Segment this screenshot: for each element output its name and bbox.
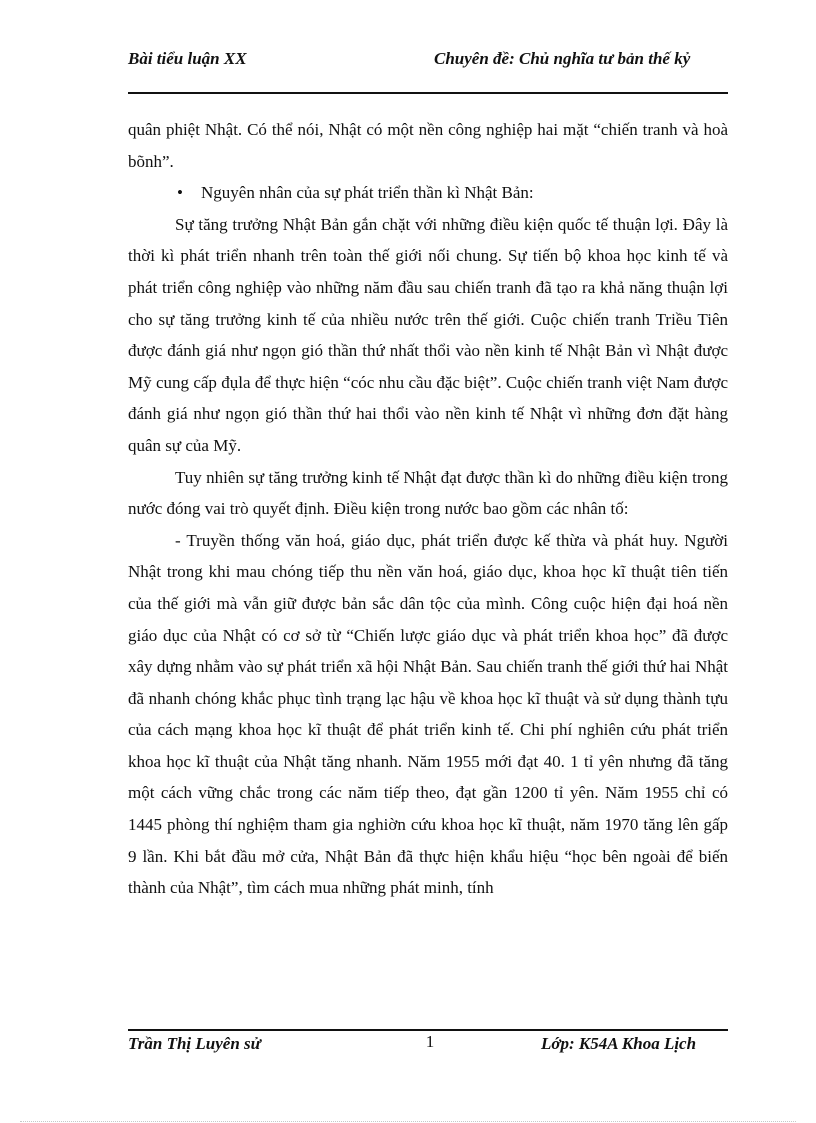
page-body [128,114,728,904]
footer-author: Trần Thị Luyên sử [128,1034,261,1053]
footer-class: Lớp: K54A Khoa Lịch [541,1034,697,1053]
paragraph-2: Sự tăng trưởng Nhật Bản gắn chặt với những điều kiện quốc tế thuận lợi. Đây là thời kì phát triển nhanh trên toàn thế giới nối chung. Sự tiến bộ khoa học kinh tế và phát triển công nghiệp vào những năm đầu sau chiến tranh đã tạo ra khả năng thuận lợi cho sự tăng trưởng kinh tế của nhiều nước trên thế giới. Cuộc chiến tranh Triều Tiên được đánh giá như ngọn gió thần thứ nhất thổi vào nền kinh tế Nhật Bản vì Nhật được Mỹ cung cấp đụla để thực hiện “cóc nhu cầu đặc biệt”. Cuộc chiến tranh việt Nam được đánh giá như ngọn gió thần thứ hai thổi vào nền kinh tế Nhật vì những đơn đặt hàng quân sự của Mỹ. [128,214,728,455]
bullet-dot-icon: • [177,183,183,203]
header-right-title: Chuyên đề: Chủ nghĩa tư bản thế kỷ [434,49,691,68]
page-bottom-border [20,1121,796,1122]
paragraph-3: Tuy nhiên sự tăng trưởng kinh tế Nhật đạt được thần kì do những điều kiện trong nước đóng vai trò quyết định. Điều kiện trong nước bao gồm các nhân tố: [128,467,728,519]
paragraph-4: - Truyền thống văn hoá, giáo dục, phát triển được kế thừa và phát huy. Người Nhật trong khi mau chóng tiếp thu nền văn hoá, giáo dục, khoa học kĩ thuật tiên tiến của thế giới mà vẫn giữ được bản sắc dân tộc của mình. Công cuộc hiện đại hoá nền giáo dục của Nhật có cơ sở từ “Chiến lược giáo dục và phát triển khoa học” đã được xây dựng nhằm vào sự phát triển xã hội Nhật Bản. Sau chiến tranh thế giới thứ hai Nhật đã nhanh chóng khắc phục tình trạng lạc hậu về khoa học kĩ thuật và sử dụng thành tựu của cách mạng khoa học kĩ thuật để phát triển kinh tế. Chi phí nghiên cứu phát triển khoa học kĩ thuật của Nhật tăng nhanh. Năm 1955 mới đạt 40. 1 tỉ yên nhưng đã tăng một cách vững chắc trong các năm tiếp theo, đạt gần 1200 tỉ yên. Năm 1955 chỉ có 1445 phòng thí nghiệm tham gia nghiờn cứu khoa học kĩ thuật, năm 1970 tăng lên gấp 9 lần. Khi bắt đầu mở cửa, Nhật Bản đã thực hiện khẩu hiệu “học bên ngoài để biến thành của Nhật”, tìm cách mua những phát minh, tính [128,530,728,898]
header-divider [128,92,728,94]
bullet-item [128,177,728,209]
paragraph-1: quân phiệt Nhật. Có thể nói, Nhật có một nền công nghiệp hai mặt “chiến tranh và hoà bõnh”. [128,120,728,171]
header-left-title: Bài tiểu luận XX [128,49,247,68]
bullet-text: Nguyên nhân của sự phát triển thần kì Nhật Bản: [201,183,534,203]
page-number: 1 [425,1032,435,1051]
